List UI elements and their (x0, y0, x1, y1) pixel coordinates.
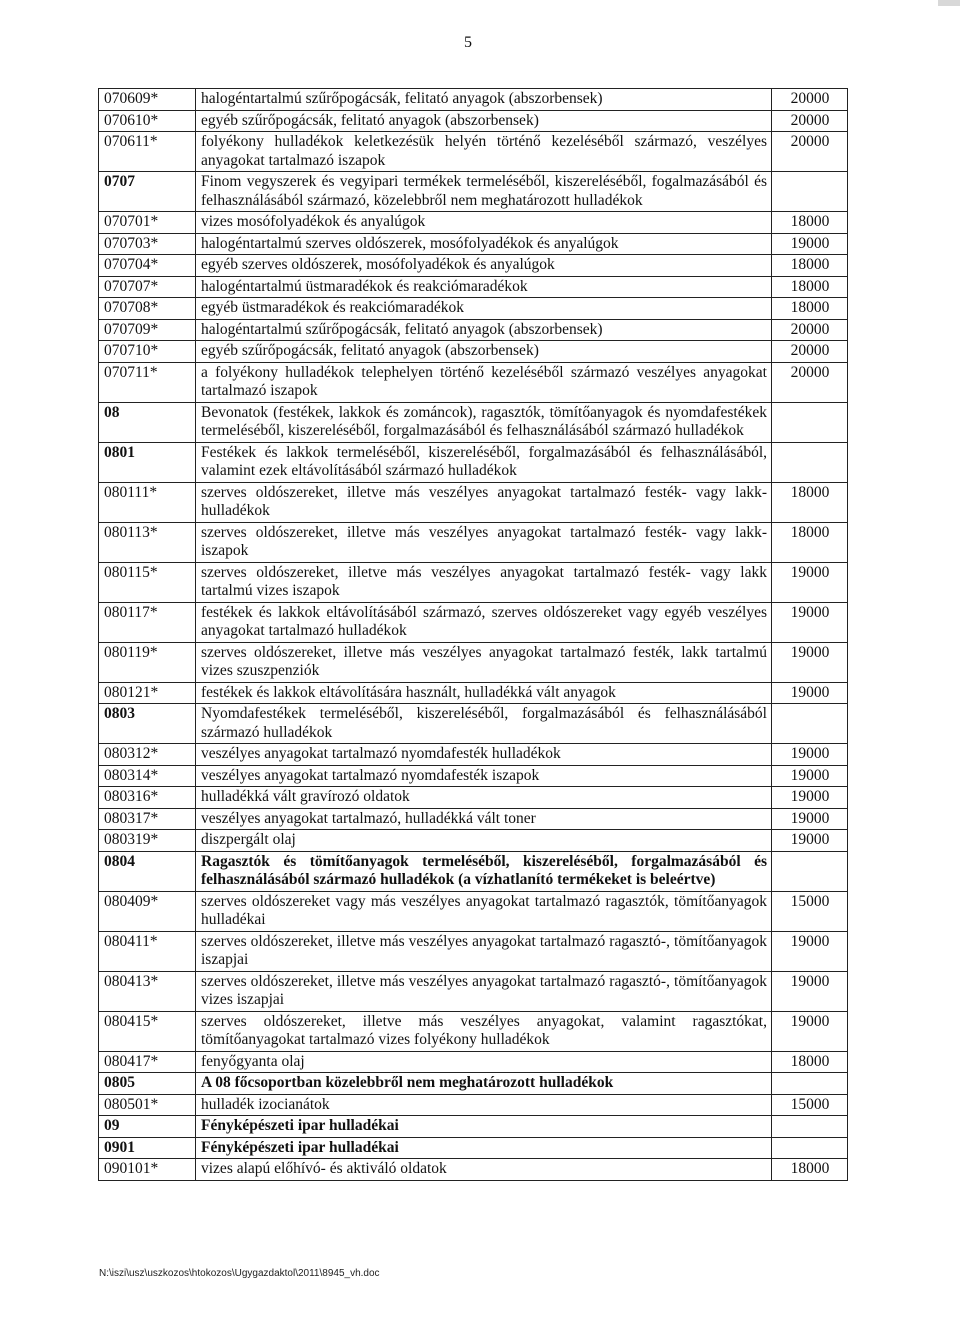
waste-description-cell: egyéb szűrőpogácsák, felitató anyagok (abszorbensek) (196, 110, 772, 132)
amount-cell: 19000 (772, 830, 848, 852)
table-row (99, 808, 848, 830)
waste-code-cell: 070701* (99, 212, 196, 234)
waste-description-cell: Fényképészeti ipar hulladékai (196, 1137, 772, 1159)
waste-code-cell: 08 (99, 402, 196, 442)
amount-cell (772, 1073, 848, 1095)
amount-cell (772, 704, 848, 744)
waste-code-cell: 080317* (99, 808, 196, 830)
amount-cell: 18000 (772, 298, 848, 320)
waste-description-cell: festékek és lakkok eltávolításából származó, szerves oldószereket vagy egyéb veszélyes anyagokat tartalmazó hulladékok (196, 602, 772, 642)
waste-code-cell: 080117* (99, 602, 196, 642)
waste-description-cell: halogéntartalmú szerves oldószerek, mosófolyadékok és anyalúgok (196, 233, 772, 255)
waste-description-cell: A 08 főcsoportban közelebbről nem meghatározott hulladékok (196, 1073, 772, 1095)
waste-description-cell: szerves oldószereket vagy más veszélyes anyagokat tartalmazó ragasztók, tömítőanyagok hulladékai (196, 891, 772, 931)
waste-description-cell: hulladékká vált gravírozó oldatok (196, 787, 772, 809)
waste-code-cell: 070610* (99, 110, 196, 132)
waste-code-cell: 080415* (99, 1011, 196, 1051)
table-row (99, 971, 848, 1011)
footer-file-path: N:\iszi\usz\uszkozos\htokozos\Ugygazdaktol\2011\8945_vh.doc (99, 1268, 380, 1279)
amount-cell: 18000 (772, 1051, 848, 1073)
table-row (99, 319, 848, 341)
amount-cell (772, 402, 848, 442)
table-row (99, 602, 848, 642)
waste-code-cell: 070611* (99, 132, 196, 172)
table-row (99, 704, 848, 744)
amount-cell (772, 172, 848, 212)
table-row (99, 341, 848, 363)
waste-code-cell: 080413* (99, 971, 196, 1011)
amount-cell: 18000 (772, 255, 848, 277)
amount-cell: 19000 (772, 765, 848, 787)
waste-description-cell: Festékek és lakkok termeléséből, kiszereléséből, forgalmazásából és felhasználásából, valamint ezek eltávolításából származó hulladékok (196, 442, 772, 482)
table-row (99, 172, 848, 212)
table-row (99, 851, 848, 891)
table-row (99, 522, 848, 562)
waste-description-cell: szerves oldószereket, illetve más veszélyes anyagokat tartalmazó festék- vagy lakk-hulladékok (196, 482, 772, 522)
amount-cell: 20000 (772, 319, 848, 341)
table-row (99, 298, 848, 320)
waste-code-cell: 080411* (99, 931, 196, 971)
amount-cell (772, 442, 848, 482)
waste-code-cell: 080111* (99, 482, 196, 522)
amount-cell: 19000 (772, 931, 848, 971)
table-row (99, 1051, 848, 1073)
amount-cell: 20000 (772, 362, 848, 402)
waste-description-cell: egyéb szűrőpogácsák, felitató anyagok (abszorbensek) (196, 341, 772, 363)
waste-code-cell: 070711* (99, 362, 196, 402)
table-row (99, 1159, 848, 1181)
waste-code-cell: 090101* (99, 1159, 196, 1181)
table-row (99, 642, 848, 682)
amount-cell: 19000 (772, 787, 848, 809)
waste-description-cell: fenyőgyanta olaj (196, 1051, 772, 1073)
amount-cell: 20000 (772, 132, 848, 172)
table-row (99, 1094, 848, 1116)
waste-code-cell: 070704* (99, 255, 196, 277)
amount-cell: 18000 (772, 1159, 848, 1181)
waste-code-cell: 080312* (99, 744, 196, 766)
waste-description-cell: festékek és lakkok eltávolítására használt, hulladékká vált anyagok (196, 682, 772, 704)
table-row (99, 1116, 848, 1138)
amount-cell: 18000 (772, 522, 848, 562)
table-row (99, 482, 848, 522)
table-row (99, 830, 848, 852)
waste-code-cell: 080417* (99, 1051, 196, 1073)
waste-description-cell: Nyomdafestékek termeléséből, kiszereléséből, forgalmazásából és felhasználásából származó hulladékok (196, 704, 772, 744)
waste-code-cell: 0804 (99, 851, 196, 891)
table-row (99, 562, 848, 602)
table-row (99, 744, 848, 766)
waste-description-cell: vizes mosófolyadékok és anyalúgok (196, 212, 772, 234)
waste-description-cell: szerves oldószereket, illetve más veszélyes anyagokat, valamint ragasztókat, tömítőanyagokat tartalmazó vizes folyékony hulladékok (196, 1011, 772, 1051)
table-row (99, 891, 848, 931)
table-row (99, 212, 848, 234)
table-row (99, 362, 848, 402)
waste-description-cell: egyéb szerves oldószerek, mosófolyadékok és anyalúgok (196, 255, 772, 277)
waste-description-cell: Bevonatok (festékek, lakkok és zománcok), ragasztók, tömítőanyagok és nyomdafestékek termeléséből, kiszereléséből, forgalmazásából és felhasználásából származó hulladékok (196, 402, 772, 442)
amount-cell: 19000 (772, 602, 848, 642)
waste-description-cell: veszélyes anyagokat tartalmazó nyomdafesték hulladékok (196, 744, 772, 766)
amount-cell: 15000 (772, 891, 848, 931)
table-row (99, 402, 848, 442)
amount-cell: 15000 (772, 1094, 848, 1116)
table-row (99, 276, 848, 298)
waste-description-cell: Finom vegyszerek és vegyipari termékek termeléséből, kiszereléséből, fogalmazásából és felhasználásából származó, közelebbről nem meghatározott hulladékok (196, 172, 772, 212)
waste-code-cell: 080501* (99, 1094, 196, 1116)
waste-description-cell: veszélyes anyagokat tartalmazó nyomdafesték iszapok (196, 765, 772, 787)
waste-code-cell: 070609* (99, 89, 196, 111)
amount-cell: 20000 (772, 89, 848, 111)
waste-description-cell: szerves oldószereket, illetve más veszélyes anyagokat tartalmazó festék- vagy lakk-iszapok (196, 522, 772, 562)
waste-description-cell: halogéntartalmú szűrőpogácsák, felitató anyagok (abszorbensek) (196, 319, 772, 341)
amount-cell: 18000 (772, 276, 848, 298)
waste-code-cell: 080409* (99, 891, 196, 931)
waste-code-table-body (99, 89, 848, 1181)
table-row (99, 89, 848, 111)
waste-code-cell: 080115* (99, 562, 196, 602)
amount-cell (772, 1116, 848, 1138)
waste-code-cell: 080319* (99, 830, 196, 852)
amount-cell: 18000 (772, 212, 848, 234)
amount-cell: 20000 (772, 341, 848, 363)
waste-code-cell: 070710* (99, 341, 196, 363)
waste-code-cell: 080121* (99, 682, 196, 704)
waste-code-cell: 080119* (99, 642, 196, 682)
waste-code-cell: 080314* (99, 765, 196, 787)
table-row (99, 1011, 848, 1051)
waste-description-cell: halogéntartalmú szűrőpogácsák, felitató anyagok (abszorbensek) (196, 89, 772, 111)
waste-code-cell: 070708* (99, 298, 196, 320)
amount-cell: 19000 (772, 1011, 848, 1051)
waste-code-cell: 080113* (99, 522, 196, 562)
waste-code-cell: 070709* (99, 319, 196, 341)
amount-cell: 19000 (772, 808, 848, 830)
waste-description-cell: a folyékony hulladékok telephelyen történő kezeléséből származó veszélyes anyagokat tartalmazó iszapok (196, 362, 772, 402)
amount-cell (772, 851, 848, 891)
waste-description-cell: veszélyes anyagokat tartalmazó, hulladékká vált toner (196, 808, 772, 830)
table-row (99, 1137, 848, 1159)
amount-cell: 19000 (772, 233, 848, 255)
table-row (99, 255, 848, 277)
waste-description-cell: hulladék izocianátok (196, 1094, 772, 1116)
scan-corner-mark (938, 0, 960, 6)
table-row (99, 787, 848, 809)
table-row (99, 132, 848, 172)
waste-code-table (98, 88, 848, 1181)
page-number: 5 (464, 34, 472, 51)
waste-code-cell: 09 (99, 1116, 196, 1138)
waste-description-cell: szerves oldószereket, illetve más veszélyes anyagokat tartalmazó festék, lakk tartalmú vizes szuszpenziók (196, 642, 772, 682)
waste-description-cell: Ragasztók és tömítőanyagok termeléséből, kiszereléséből, forgalmazásából és felhasználásából származó hulladékok (a vízhatlanító termékeket is beleértve) (196, 851, 772, 891)
waste-description-cell: egyéb üstmaradékok és reakciómaradékok (196, 298, 772, 320)
waste-code-cell: 080316* (99, 787, 196, 809)
waste-code-cell: 0901 (99, 1137, 196, 1159)
amount-cell: 19000 (772, 642, 848, 682)
table-row (99, 931, 848, 971)
waste-code-cell: 0803 (99, 704, 196, 744)
table-row (99, 1073, 848, 1095)
amount-cell: 19000 (772, 562, 848, 602)
waste-description-cell: halogéntartalmú üstmaradékok és reakciómaradékok (196, 276, 772, 298)
waste-description-cell: szerves oldószereket, illetve más veszélyes anyagokat tartalmazó ragasztó-, tömítőanyagok vizes iszapjai (196, 971, 772, 1011)
amount-cell: 19000 (772, 744, 848, 766)
amount-cell: 19000 (772, 682, 848, 704)
amount-cell: 18000 (772, 482, 848, 522)
waste-description-cell: szerves oldószereket, illetve más veszélyes anyagokat tartalmazó festék- vagy lakk tartalmú vizes iszapok (196, 562, 772, 602)
table-row (99, 682, 848, 704)
table-row (99, 765, 848, 787)
table-row (99, 233, 848, 255)
waste-code-cell: 070707* (99, 276, 196, 298)
waste-description-cell: szerves oldószereket, illetve más veszélyes anyagokat tartalmazó ragasztó-, tömítőanyagok iszapjai (196, 931, 772, 971)
waste-description-cell: Fényképészeti ipar hulladékai (196, 1116, 772, 1138)
waste-description-cell: vizes alapú előhívó- és aktiváló oldatok (196, 1159, 772, 1181)
waste-code-cell: 0707 (99, 172, 196, 212)
waste-code-cell: 0805 (99, 1073, 196, 1095)
amount-cell: 20000 (772, 110, 848, 132)
table-row (99, 442, 848, 482)
waste-code-cell: 0801 (99, 442, 196, 482)
waste-description-cell: folyékony hulladékok keletkezésük helyén történő kezeléséből származó, veszélyes anyagokat tartalmazó iszapok (196, 132, 772, 172)
amount-cell (772, 1137, 848, 1159)
waste-description-cell: diszpergált olaj (196, 830, 772, 852)
table-row (99, 110, 848, 132)
waste-code-cell: 070703* (99, 233, 196, 255)
amount-cell: 19000 (772, 971, 848, 1011)
